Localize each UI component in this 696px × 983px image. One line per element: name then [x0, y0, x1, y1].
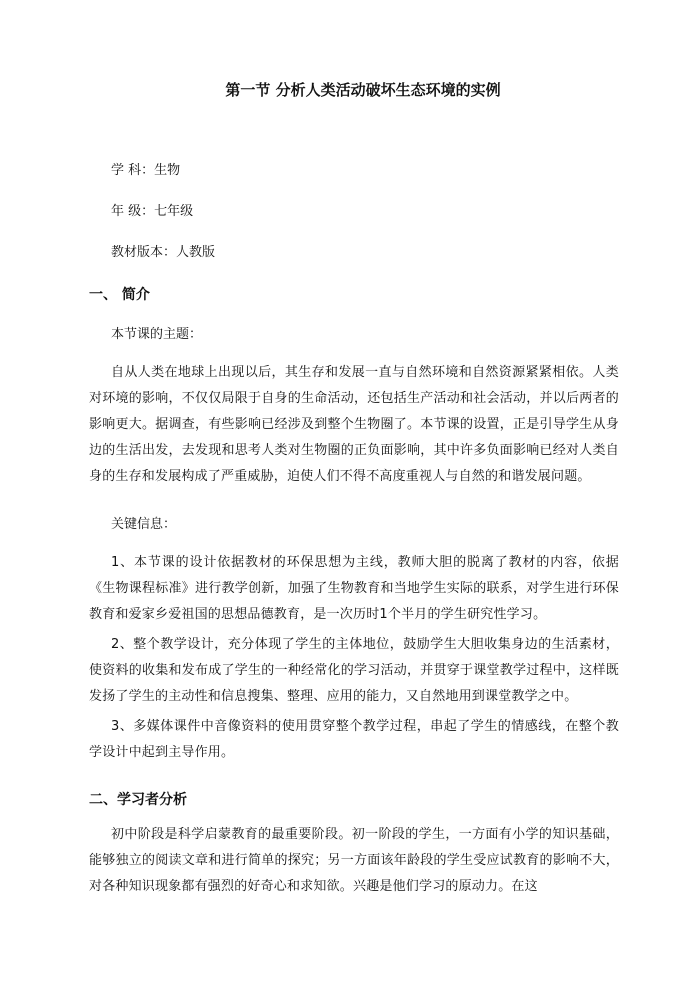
grade-line: 年 级：七年级	[111, 204, 194, 219]
key-point-3: 3、多媒体课件中音像资料的使用贯穿整个教学过程，串起了学生的情感线，在整个教学设计中起到主导作用。	[89, 719, 619, 760]
key-point-2: 2、整个教学设计，充分体现了学生的主体地位，鼓励学生大胆收集身边的生活素材，使资料的收集和发布成了学生的一种经常化的学习活动，并贯穿于课堂教学过程中，这样既发扬了学生的主动性和信息搜集、整理、应用的能力，又自然地用到课堂教学之中。	[89, 637, 619, 704]
theme-label: 本节课的主题：	[111, 327, 203, 342]
learner-analysis-paragraph: 初中阶段是科学启蒙教育的最重要阶段。初一阶段的学生，一方面有小学的知识基础，能够独立的阅读文章和进行简单的探究；另一方面该年龄段的学生受应试教育的影响不大，对各种知识现象都有强烈的好奇心和求知欲。兴趣是他们学习的原动力。在这	[89, 827, 619, 894]
page-title: 第一节 分析人类活动破坏生态环境的实例	[225, 81, 501, 99]
theme-paragraph: 自从人类在地球上出现以后，其生存和发展一直与自然环境和自然资源紧紧相依。人类对环境的影响，不仅仅局限于自身的生命活动，还包括生产活动和社会活动，并以后两者的影响更大。据调查，有些影响已经涉及到整个生物圈了。本节课的设置，正是引导学生从身边的生活出发，去发现和思考人类对生物圈的正负面影响，其中许多负面影响已经对人类自身的生存和发展构成了严重威胁，迫使人们不得不高度重视人与自然的和谐发展问题。	[89, 365, 619, 484]
subject-line: 学 科：生物	[111, 163, 181, 178]
edition-line: 教材版本：人教版	[111, 245, 216, 260]
section2-heading: 二、学习者分析	[89, 792, 187, 808]
key-info-label: 关键信息：	[111, 517, 177, 532]
section1-heading: 一、 简介	[89, 287, 150, 303]
key-point-1: 1、本节课的设计依据教材的环保思想为主线，教师大胆的脱离了教材的内容，依据《生物课程标准》进行教学创新，加强了生物教育和当地学生实际的联系，对学生进行环保教育和爱家乡爱祖国的思想品德教育，是一次历时1个半月的学生研究性学习。	[89, 555, 619, 622]
